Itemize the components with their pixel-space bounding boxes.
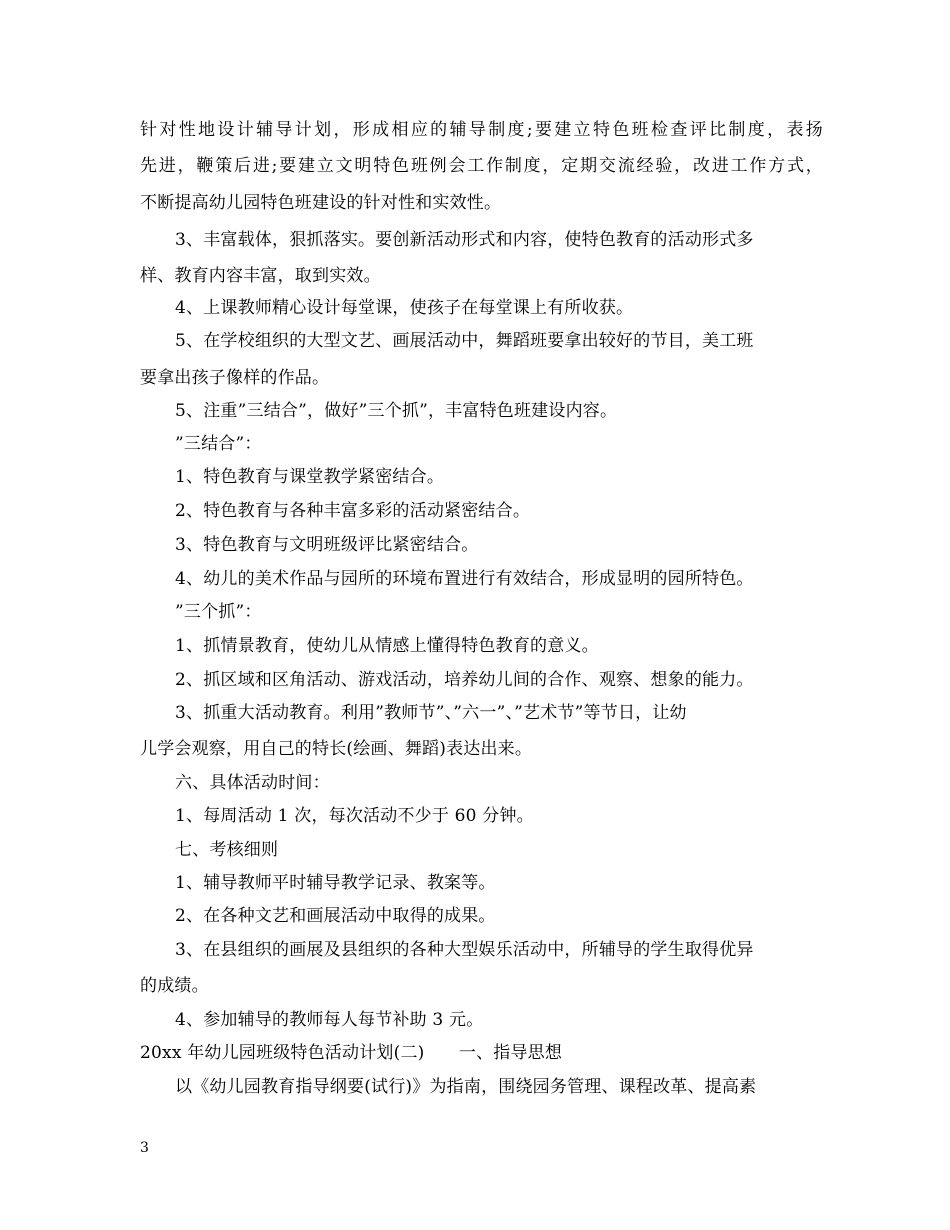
text-line: 以《幼儿园教育指导纲要(试行)》为指南，围绕园务管理、课程改革、提高素 [175, 1077, 757, 1097]
text-line: 2、特色教育与各种丰富多彩的活动紧密结合。 [175, 501, 531, 521]
text-line: 3、特色教育与文明班级评比紧密结合。 [175, 535, 479, 555]
text-line: 七、考核细则 [175, 840, 279, 860]
text-line: 先进，鞭策后进;要建立文明特色班例会工作制度，定期交流经验，改进工作方式， [140, 156, 823, 176]
text-line: 2、抓区域和区角活动、游戏活动，培养幼儿间的合作、观察、想象的能力。 [175, 670, 754, 690]
text-line: 4、上课教师精心设计每堂课，使孩子在每堂课上有所收获。 [175, 298, 634, 318]
text-line: 3、丰富载体，狠抓落实。要创新活动形式和内容，使特色教育的活动形式多 [175, 230, 754, 250]
text-line: ”三个抓”： [175, 602, 262, 622]
text-line: 1、抓情景教育，使幼儿从情感上懂得特色教育的意义。 [175, 636, 599, 656]
section-heading: 20xx 年幼儿园班级特色活动计划(二) 一、指导思想 [140, 1043, 563, 1063]
text-line: 要拿出孩子像样的作品。 [140, 368, 330, 388]
text-line: 5、在学校组织的大型文艺、画展活动中，舞蹈班要拿出较好的节目，美工班 [175, 331, 754, 351]
text-line: 1、特色教育与课堂教学紧密结合。 [175, 467, 445, 487]
text-line: 1、每周活动 1 次，每次活动不少于 60 分钟。 [175, 806, 534, 826]
text-line: 2、在各种文艺和画展活动中取得的成果。 [175, 906, 496, 926]
text-line: 儿学会观察，用自己的特长(绘画、舞蹈)表达出来。 [140, 739, 533, 759]
text-line: 3、抓重大活动教育。利用”教师节”、”六一”、”艺术节”等节日，让幼 [175, 703, 687, 723]
text-line: 六、具体活动时间： [175, 773, 330, 793]
text-line: 针对性地设计辅导计划，形成相应的辅导制度;要建立特色班检查评比制度，表扬 [140, 120, 823, 140]
text-line: 5、注重”三结合”，做好”三个抓”，丰富特色班建设内容。 [175, 401, 618, 421]
text-line: 不断提高幼儿园特色班建设的针对性和实效性。 [140, 193, 502, 213]
text-line: 4、参加辅导的教师每人每节补助 3 元。 [175, 1010, 484, 1030]
text-line: 的成绩。 [140, 976, 209, 996]
text-line: 3、在县组织的画展及县组织的各种大型娱乐活动中，所辅导的学生取得优异 [175, 940, 754, 960]
page-number: 3 [140, 1140, 149, 1156]
text-line: 1、辅导教师平时辅导教学记录、教案等。 [175, 873, 496, 893]
text-line: 样、教育内容丰富，取到实效。 [140, 266, 381, 286]
text-line: ”三结合”： [175, 434, 262, 454]
text-line: 4、幼儿的美术作品与园所的环境布置进行有效结合，形成显明的园所特色。 [175, 569, 754, 589]
